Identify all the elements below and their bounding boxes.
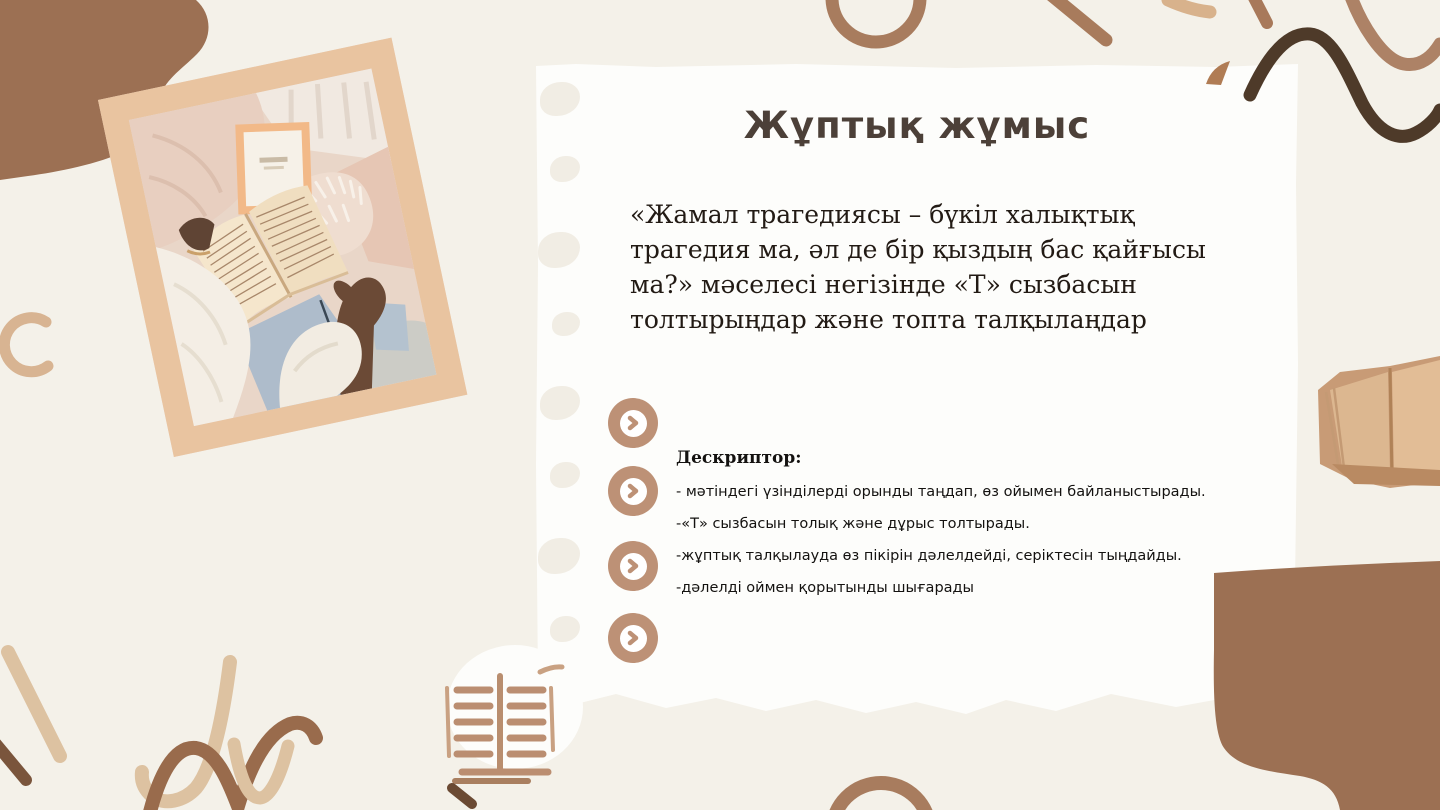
stroke-tan-top: [1168, 0, 1210, 12]
open-book-shape-icon: [1318, 356, 1440, 488]
chevron-inner-disc: [620, 553, 647, 580]
task-text-line: ма?» мәселесі негізінде «Т» сызбасын: [630, 270, 1137, 299]
flick-top-right: [1206, 61, 1230, 85]
descriptor-item: - мәтіндегі үзінділерді орынды таңдап, өз ойымен байланыстырады.: [676, 484, 1206, 500]
ring-left-fragment: [4, 318, 48, 372]
task-text-line: толтырыңдар және топта талқылаңдар: [630, 305, 1147, 334]
descriptor-block: [676, 448, 1216, 612]
descriptor-item: -жұптық талқылауда өз пікірін дәлелдейді, серіктесін тыңдайды.: [676, 548, 1182, 564]
ring-bottom: [832, 783, 930, 810]
task-text-line: трагедия ма, әл де бір қыздың бас қайғысы: [630, 235, 1206, 264]
descriptor-item: -дәлелді оймен қорытынды шығарады: [676, 580, 975, 596]
task-text: [630, 197, 1206, 337]
ring-top: [832, 0, 920, 42]
descriptor-item: -«Т» сызбасын толық және дұрыс толтырады.: [676, 516, 1030, 532]
descriptor-heading: Дескриптор:: [676, 448, 802, 468]
stroke-diagonal-top: [1050, 0, 1106, 40]
slide-title: Жұптық жұмыс: [743, 104, 1091, 147]
open-book-lines-icon: [447, 645, 583, 804]
chevron-right-icon: [608, 398, 658, 448]
squiggles-bottom-left: [0, 652, 316, 810]
wave-rosy-top-right: [1350, 0, 1440, 65]
chevron-right-icon: [608, 613, 658, 663]
chevron-inner-disc: [620, 410, 647, 437]
chevron-right-icon: [608, 541, 658, 591]
chevron-inner-disc: [620, 625, 647, 652]
stroke-top-right-small: [1252, 0, 1267, 23]
blob-bottom-right: [1214, 561, 1440, 810]
chevron-inner-disc: [620, 478, 647, 505]
chevron-right-icon: [608, 466, 658, 516]
task-text-line: «Жамал трагедиясы – бүкіл халықтық: [630, 200, 1135, 229]
reading-photo: [129, 68, 437, 426]
